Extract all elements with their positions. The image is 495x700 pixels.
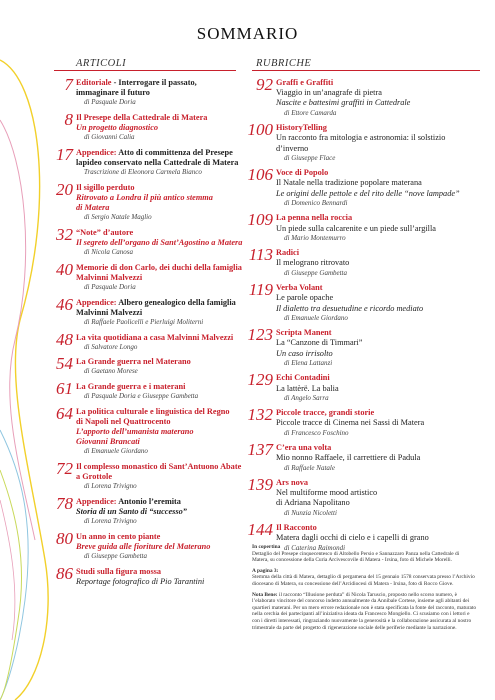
note-paragraph: [252, 592, 477, 632]
entry-author: di Giuseppe Gambetta: [84, 552, 147, 561]
entry-title-segment: C’era una volta: [276, 443, 332, 453]
entry-author: di Nicola Canosa: [84, 248, 134, 257]
entry-title-line: [76, 273, 246, 283]
entry-title-line: [276, 373, 486, 383]
entry-title-line: [76, 113, 246, 123]
toc-entry[interactable]: [246, 405, 486, 438]
entry-title-line: [76, 193, 246, 203]
entry-title-segment: La lattèrë. La balia: [276, 383, 339, 393]
entry-title-segment: lapideo conservato nella Cattedrale di Matera: [76, 158, 239, 168]
entry-title-line: [76, 427, 246, 437]
entry-title-line: [276, 248, 486, 258]
page-number: 61: [56, 378, 73, 398]
entry-title-segment: Piccole tracce, grandi storie: [276, 408, 375, 418]
entry-title-line: [76, 567, 246, 577]
entry-title-line: [76, 88, 246, 98]
toc-entry[interactable]: [46, 403, 246, 457]
page-number: 54: [56, 354, 73, 374]
page-number: 106: [247, 165, 273, 185]
note-text: Dettaglio del Presepe cinquecentesco di Altobello Persio e Sannazzaro Panza nella Cattedrale di Matera, su concessione della Curia Arcivescovile di Matera - Irsina, foto di Michele Morelli.: [252, 550, 460, 564]
toc-entry[interactable]: [46, 378, 246, 402]
entry-author: di Pasquale Doria e Giuseppe Gambetta: [84, 392, 199, 401]
entry-title-line: [76, 148, 246, 158]
toc-entry[interactable]: [46, 563, 246, 587]
entry-title-segment: - Interrogare il passato,: [111, 78, 197, 87]
entry-title-line: [76, 407, 246, 417]
entry-title-line: [276, 349, 486, 359]
entry-author: di Lorena Trivigno: [84, 482, 137, 491]
entry-author: di Sergio Natale Maglio: [84, 213, 152, 222]
entry-title-line: [276, 338, 486, 348]
entry-author: di Emanuele Giordano: [284, 313, 348, 322]
entry-title-line: [76, 472, 246, 482]
entry-author: di Emanuele Giordano: [84, 447, 148, 456]
toc-entry[interactable]: [246, 440, 486, 473]
toc-entry[interactable]: [246, 370, 486, 403]
entry-title-segment: d’inverno: [276, 143, 309, 153]
note-text: Stemma della città di Matera, dettaglio di pergamena del 15 gennaio 1578 conservata presso l’Archivio diocesano di Matera, su concessione dell’Arcidiocesi di Matera - Irsina, foto di Rocco Giove.: [252, 574, 475, 587]
entry-author: di Pasquale Doria: [84, 283, 136, 292]
entry-title-segment: Nel multiforme mood artistico: [276, 488, 378, 498]
entry-title-line: [276, 189, 486, 199]
entry-author: di Francesco Foschino: [284, 428, 349, 437]
toc-entry[interactable]: [46, 458, 246, 492]
entry-title-line: [76, 298, 246, 308]
page-number: 139: [247, 475, 273, 495]
page-number: 113: [248, 245, 273, 265]
entry-title-segment: La Grande guerra nel Materano: [76, 357, 191, 367]
entry-title-line: [76, 228, 246, 238]
page-number: 137: [247, 440, 273, 460]
note-heading: Nota Bene:: [252, 591, 278, 598]
entry-title-line: [76, 542, 246, 552]
toc-entry[interactable]: [46, 179, 246, 223]
entry-author: di Angelo Sarra: [284, 393, 329, 402]
entry-title-segment: Memorie di don Carlo, dei duchi della famiglia: [76, 262, 242, 272]
entry-title-line: [76, 158, 246, 168]
page-number: 40: [56, 259, 73, 279]
page-number: 20: [56, 179, 73, 199]
page-number: 46: [56, 294, 73, 314]
entry-title-line: [76, 417, 246, 427]
toc-entry[interactable]: [46, 329, 246, 353]
entry-title-segment: Malvinni Malvezzi: [76, 307, 143, 317]
credits-notes: [252, 544, 477, 635]
page-number: 144: [247, 520, 273, 540]
entry-title-segment: Appendice:: [76, 297, 117, 307]
entry-title-line: [76, 357, 246, 367]
entry-author: di Raffaele Natale: [284, 463, 335, 472]
toc-entry[interactable]: [246, 75, 486, 118]
entry-title-line: [276, 123, 486, 133]
entry-title-line: [76, 123, 246, 133]
entry-title-segment: Editoriale: [76, 78, 112, 87]
page-number: 17: [56, 144, 73, 164]
entry-author: di Giovanni Calia: [84, 133, 135, 142]
entry-title-line: [76, 497, 246, 507]
page-number: 132: [247, 405, 273, 425]
entry-title-line: [76, 238, 246, 248]
page-number: 78: [56, 493, 73, 513]
entry-title-segment: Il complesso monastico di Sant’Antuono Abate: [76, 461, 242, 471]
toc-entry[interactable]: [46, 294, 246, 328]
articoli-list: [46, 75, 246, 592]
entry-author: di Domenico Bennardi: [284, 198, 348, 207]
entry-title-segment: Mio nonno Raffaele, il carrettiere di Padula: [276, 453, 421, 463]
page-number: 64: [56, 403, 73, 423]
entry-title-segment: Il Natale nella tradizione popolare materana: [276, 178, 422, 188]
entry-author: Trascrizione di Eleonora Carmela Bianco: [84, 168, 202, 177]
toc-entry[interactable]: [246, 210, 486, 243]
toc-entry[interactable]: [46, 109, 246, 143]
entry-title-line: [276, 418, 486, 428]
entry-title-line: [76, 203, 246, 213]
entry-title-segment: La penna nella roccia: [276, 213, 353, 223]
entry-title-line: [76, 437, 246, 447]
entry-title-line: [76, 333, 246, 343]
toc-entry[interactable]: [46, 75, 246, 108]
entry-title-segment: Il Racconto: [276, 523, 317, 533]
entry-title-segment: Studi sulla figura mossa: [76, 566, 162, 576]
entry-title-line: [76, 462, 246, 472]
entry-title-line: [76, 507, 246, 517]
entry-title-segment: Le parole opache: [276, 293, 334, 303]
entry-title-line: [276, 328, 486, 338]
entry-author: di Giuseppe Gambetta: [284, 268, 347, 277]
entry-title-segment: Reportage fotografico di Pio Tarantini: [76, 576, 205, 586]
entry-title-line: [276, 453, 486, 463]
entry-title-segment: Voce di Popolo: [276, 168, 329, 178]
entry-title-line: [276, 384, 486, 394]
entry-title-line: [76, 577, 246, 587]
entry-title-segment: Un anno in cento piante: [76, 531, 161, 541]
toc-entry[interactable]: [46, 493, 246, 527]
entry-title-segment: a Grottole: [76, 472, 113, 482]
page-number: 72: [56, 458, 73, 478]
page-number: 92: [256, 75, 273, 94]
entry-title-line: [276, 178, 486, 188]
entry-title-segment: Il dialetto tra desuetudine e ricordo mediato: [276, 303, 424, 313]
toc-entry[interactable]: [46, 144, 246, 178]
entry-title-line: [276, 293, 486, 303]
entry-author: di Caterina Raimondi: [284, 543, 346, 552]
entry-title-segment: Viaggio in un’anagrafe di pietra: [276, 88, 382, 98]
articoli-heading: ARTICOLI: [76, 58, 127, 69]
entry-title-segment: Il sigillo perduto: [76, 182, 135, 192]
toc-entry[interactable]: [246, 120, 486, 163]
entry-title-segment: Un piede sulla calcarenite e un piede sull’argilla: [276, 223, 436, 233]
entry-title-segment: Un racconto fra mitologia e astronomia: il solstizio: [276, 133, 446, 143]
entry-title-segment: Nascite e battesimi graffiti in Cattedrale: [276, 98, 411, 108]
entry-title-segment: Scripta Manent: [276, 328, 332, 338]
entry-title-segment: Giovanni Brancati: [76, 437, 140, 447]
entry-title-segment: di Adriana Napolitano: [276, 498, 350, 508]
entry-title-line: [276, 408, 486, 418]
entry-title-line: [276, 78, 486, 88]
entry-author: di Ettore Camarda: [284, 108, 337, 117]
entry-title-line: [276, 283, 486, 293]
entry-title-line: [276, 498, 486, 508]
entry-title-line: [276, 168, 486, 178]
entry-title-line: [76, 382, 246, 392]
entry-title-line: [76, 183, 246, 193]
note-heading: A pagina 3:: [252, 567, 279, 574]
entry-title-segment: Breve guida alle fioriture del Materano: [76, 541, 211, 551]
page-number: 123: [247, 325, 273, 345]
entry-author: di Elena Lattanzi: [284, 358, 333, 367]
toc-entry[interactable]: [246, 280, 486, 323]
entry-title-segment: Ars nova: [276, 478, 309, 488]
rubriche-heading: RUBRICHE: [256, 58, 312, 69]
entry-author: di Raffaele Paolicelli e Pierluigi Moliterni: [84, 318, 204, 327]
entry-title-segment: La politica culturale e linguistica del Regno: [76, 406, 230, 416]
articoli-rule: [54, 70, 236, 71]
entry-title-segment: Antonio l’eremita: [116, 496, 181, 506]
rubriche-rule: [252, 70, 480, 71]
entry-title-line: [276, 523, 486, 533]
page-number: 80: [56, 528, 73, 548]
entry-title-segment: Ritrovato a Londra il più antico stemma: [76, 192, 213, 202]
toc-entry[interactable]: [246, 165, 486, 208]
entry-title-line: [276, 133, 486, 143]
entry-title-segment: Atto di committenza del Presepe: [116, 147, 233, 157]
entry-title-line: [276, 478, 486, 488]
note-paragraph: [252, 544, 477, 564]
page-title: SOMMARIO: [196, 24, 299, 43]
toc-entry[interactable]: [46, 224, 246, 258]
entry-author: di Giuseppe Flace: [284, 153, 336, 162]
entry-title-segment: immaginare il futuro: [76, 88, 150, 98]
entry-title-segment: di Matera: [76, 203, 110, 213]
entry-title-line: [76, 532, 246, 542]
page-number: 129: [247, 370, 273, 390]
entry-title-segment: Le origini delle pettole e del rito delle “nove lampade”: [276, 188, 460, 198]
page-number: 86: [56, 563, 73, 583]
page-number: 100: [247, 120, 273, 140]
toc-entry[interactable]: [46, 259, 246, 293]
toc-entry[interactable]: [46, 354, 246, 377]
entry-title-segment: Piccole tracce di Cinema nei Sassi di Matera: [276, 418, 425, 428]
rubriche-list: [246, 75, 486, 558]
page-number: 32: [56, 224, 73, 244]
entry-title-segment: Storia di un Santo di “successo”: [76, 507, 187, 517]
entry-title-segment: Graffi e Graffiti: [276, 78, 334, 87]
entry-title-segment: Appendice:: [76, 147, 117, 157]
entry-title-line: [276, 488, 486, 498]
note-heading: In copertina: [252, 544, 281, 550]
entry-title-segment: Matera dagli occhi di cielo e i capelli di grano: [276, 533, 429, 543]
page-number: 48: [56, 329, 73, 349]
entry-title-segment: La vita quotidiana a casa Malvinni Malvezzi: [76, 332, 234, 342]
entry-title-line: [276, 258, 486, 268]
entry-title-segment: Verba Volant: [276, 283, 323, 293]
entry-title-line: [276, 533, 486, 543]
page-number: 7: [64, 75, 73, 94]
entry-author: di Pasquale Doria: [84, 98, 136, 107]
entry-author: di Lorena Trivigno: [84, 517, 137, 526]
entry-title-segment: Appendice:: [76, 496, 117, 506]
entry-title-segment: Radici: [276, 248, 300, 258]
entry-title-line: [276, 304, 486, 314]
entry-title-segment: Il Presepe della Cattedrale di Matera: [76, 112, 208, 122]
entry-title-line: [76, 308, 246, 318]
entry-title-segment: Il melograno ritrovato: [276, 258, 350, 268]
entry-author: di Mario Montemurro: [284, 233, 346, 242]
entry-title-segment: L’apporto dell’umanista materano: [76, 427, 194, 437]
toc-entry[interactable]: [246, 325, 486, 368]
entry-title-line: [76, 263, 246, 273]
entry-title-segment: “Note” d’autore: [76, 227, 134, 237]
entry-title-line: [276, 98, 486, 108]
entry-title-segment: La “Canzone di Timmari”: [276, 338, 363, 348]
page-number: 8: [64, 109, 73, 129]
entry-title-line: [276, 88, 486, 98]
entry-title-segment: di Napoli nel Quattrocento: [76, 416, 171, 426]
entry-title-segment: La Grande guerra e i materani: [76, 381, 186, 391]
note-text: il racconto “Illusione perduta” di Nicola Taruscio, proposto nello scorso numero, è l’elaborato vincitore del concorso indetto annualmente da Annibale Cortese, insieme agli abitanti dei quartieri materani. Per un mero errore redazionale non è stata specificata la fonte del racconto, maturato nella cerchia dei partecipanti all’iniziativa ideata da Francesco Mongiello. Ci scusiamo con i lettori e con i diretti interessati, ringraziando nuovamente la generosità e la collaborazione assicurata al nostro trimestrale da parte del progetto di rigenerazione sociale delle periferie mediante la narrazione.: [252, 591, 477, 631]
entry-author: di Nunzia Nicoletti: [284, 508, 337, 517]
entry-title-segment: Il segreto dell’organo di Sant’Agostino a Matera: [76, 238, 243, 248]
toc-entry[interactable]: [246, 245, 486, 278]
entry-author: di Salvatore Longo: [84, 342, 138, 351]
toc-entry[interactable]: [246, 475, 486, 518]
note-paragraph: [252, 568, 477, 588]
page-number: 119: [248, 280, 273, 300]
entry-title-segment: Echi Contadini: [276, 373, 330, 383]
entry-title-segment: Un caso irrisolto: [276, 348, 333, 358]
entry-title-segment: Un progetto diagnostico: [76, 123, 159, 133]
entry-title-line: [276, 224, 486, 234]
entry-title-segment: HistoryTelling: [276, 123, 327, 133]
entry-author: di Gaetano Morese: [84, 367, 138, 376]
entry-title-line: [276, 144, 486, 154]
entry-title-line: [276, 443, 486, 453]
page-number: 109: [247, 210, 273, 230]
entry-title-line: [76, 78, 246, 88]
entry-title-segment: Albero genealogico della famiglia: [116, 297, 236, 307]
entry-title-line: [276, 213, 486, 223]
toc-entry[interactable]: [46, 528, 246, 562]
entry-title-segment: Malvinni Malvezzi: [76, 272, 143, 282]
